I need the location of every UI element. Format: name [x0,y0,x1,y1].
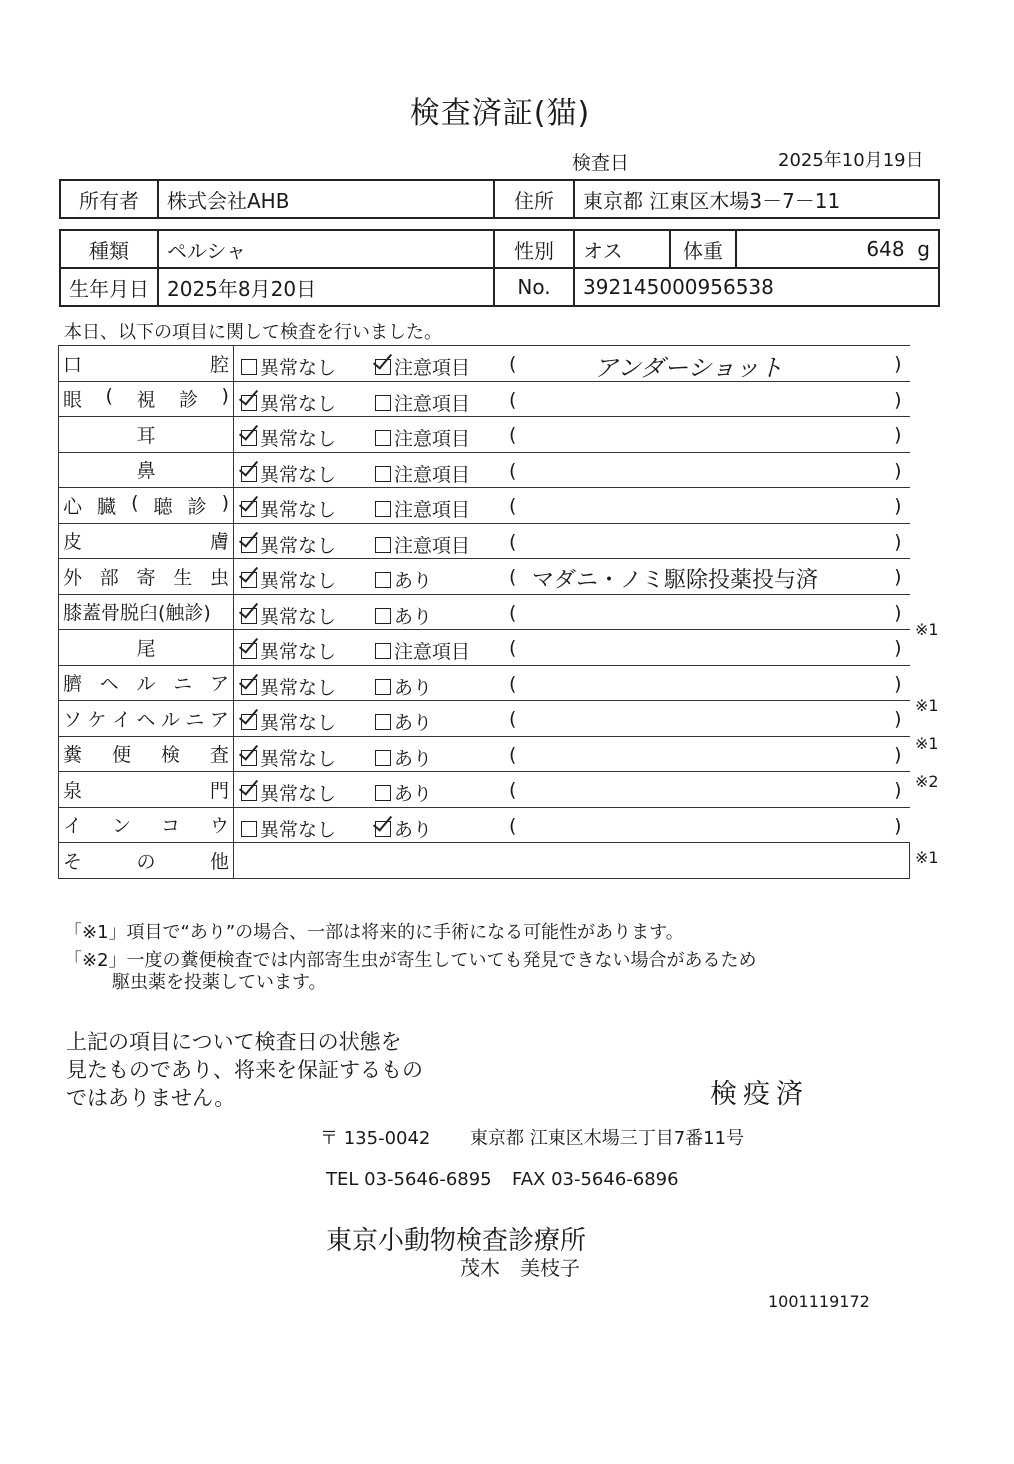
exam-item-char: 視 [136,389,156,412]
exam-item-char: 外 [63,566,83,589]
paren-left: ( [509,388,517,411]
exam-item-char: 診 [179,389,199,412]
paren-left: ( [509,743,517,766]
exam-item-char: ヘ [136,708,156,731]
exam-item-char: ( [105,385,113,408]
checkbox-normal[interactable] [241,395,257,411]
option-normal[interactable] [241,389,336,416]
option-normal-label: 異常なし [260,392,337,415]
exam-row [59,381,910,417]
inspected-stamp: 検疫済 [710,1079,809,1110]
exam-item-char: 寄 [136,566,156,589]
option-alt-label: 注意項目 [394,357,471,379]
paren-left: ( [509,637,517,659]
exam-row-options [234,807,910,843]
exam-row-options [234,523,910,559]
exam-item-char: ) [221,385,229,408]
exam-item-label [63,350,229,377]
option-normal-label: 異常なし [260,712,337,734]
birth-label: 生年月日 [60,268,158,306]
weight-value: 648 [866,237,905,261]
address-label: 住所 [494,180,574,218]
paren-right: ) [894,743,902,766]
intro-text: 本日、以下の項目に関して検査を行いました。 [64,322,442,343]
option-normal-label: 異常なし [260,499,337,521]
exam-item-label [63,776,229,803]
paren-left: ( [509,424,517,446]
exam-item-char: 生 [173,566,193,589]
paren-right: ) [894,672,902,695]
exam-item-char: 査 [209,744,229,767]
paren-left: ( [509,708,517,730]
exam-item-char: コ [160,815,180,838]
weight-cell [736,230,939,268]
exam-item-char: 口 [63,353,83,376]
clinic-tel: TEL 03-5646-6895 [326,1169,492,1190]
exam-row-options [234,417,910,453]
option-alt[interactable] [375,602,432,629]
owner-table [59,179,940,219]
exam-item-char: イ [63,815,83,838]
option-normal[interactable] [241,708,336,735]
checkbox-alt[interactable] [375,395,391,411]
option-alt-label: あり [394,783,433,805]
exam-row [59,559,910,595]
exam-item-name [59,452,234,488]
footnote-mark: ※2 [915,771,939,791]
pet-table [59,229,940,307]
exam-item-char: ソ [63,708,83,731]
other-notes-cell[interactable] [234,843,910,879]
exam-item-char: 泉 [63,779,83,802]
exam-item-char: 便 [111,744,131,767]
exam-item-char: ) [221,491,229,514]
paren-right: ) [894,637,902,659]
exam-row [59,594,910,630]
option-normal[interactable] [241,495,336,522]
footnote-2: 「※2」一度の糞便検査では内部寄生虫が寄生していても発見できない場合があるため [64,950,757,971]
exam-item-label [63,492,229,519]
paren-left: ( [509,459,517,482]
option-alt[interactable] [375,673,432,700]
paren-right: ) [894,495,902,517]
exam-row-options [234,665,910,701]
checkbox-normal[interactable] [241,714,257,730]
exam-item-char: 心 [63,495,83,518]
checkbox-normal[interactable] [241,501,257,517]
exam-row-options [234,488,910,524]
checkbox-alt[interactable] [375,714,391,730]
exam-row-options [234,346,910,382]
document-number: 1001119172 [768,1292,870,1311]
exam-item-char: 臍 [63,673,83,696]
checkbox-alt[interactable] [375,501,391,517]
paren-right: ) [894,459,902,482]
option-alt[interactable] [375,566,432,593]
exam-item-char: ル [160,708,180,731]
exam-table [58,345,910,879]
exam-row [59,452,910,488]
checkbox-alt[interactable] [375,359,391,375]
exam-item-char: ヘ [99,673,119,696]
paren-right: ) [894,353,902,375]
option-normal-label: 異常なし [260,747,337,770]
option-alt[interactable] [375,495,470,522]
exam-item-name [59,630,234,666]
exam-item-name [59,346,234,382]
checkbox-alt[interactable] [375,572,391,588]
exam-item-char: ン [111,815,131,838]
exam-row-options [234,594,910,630]
no-value: 392145000956538 [574,268,939,306]
exam-item-name [59,843,234,879]
exam-item-char: 眼 [63,389,83,412]
checkbox-normal[interactable] [241,750,257,766]
exam-item-char: 聴 [153,495,173,518]
option-alt-label: あり [394,676,433,699]
option-alt[interactable] [375,744,432,771]
exam-item-name [59,807,234,843]
exam-row [59,488,910,524]
weight-unit: g [917,237,930,261]
option-alt-label: あり [394,570,433,592]
exam-item-label [63,847,229,874]
exam-row-options [234,772,910,808]
exam-item-char: 門 [209,779,229,802]
option-normal-label: 異常なし [260,676,337,699]
footnote-mark: ※1 [915,734,939,753]
paren-right: ) [894,566,902,588]
option-alt-label: 注意項目 [394,392,471,415]
option-normal-label: 異常なし [260,534,337,557]
option-normal[interactable] [241,815,336,842]
sex-value: オス [574,230,670,268]
option-normal[interactable] [241,460,336,487]
paren-left: ( [509,495,517,517]
exam-date-value: 2025年10月19日 [778,150,924,171]
statement-line-3: ではありません。 [66,1086,236,1110]
option-normal-label: 異常なし [260,428,337,450]
paren-left: ( [509,601,517,624]
option-alt-label: 注意項目 [394,463,471,486]
exam-item-name [59,488,234,524]
exam-item-label [63,527,229,554]
exam-item-name [59,701,234,737]
breed-label: 種類 [60,230,158,268]
checkbox-alt[interactable] [375,608,391,624]
option-normal[interactable] [241,353,336,380]
exam-item-char: 診 [187,495,207,518]
checkbox-normal[interactable] [241,430,257,446]
exam-item-label [63,669,229,696]
exam-item-name [59,772,234,808]
exam-item-char: ケ [87,708,107,731]
exam-item-char: 膚 [209,531,229,554]
checkbox-normal[interactable] [241,608,257,624]
checkbox-alt[interactable] [375,537,391,553]
exam-item-char: ア [209,708,229,731]
exam-row [59,772,910,808]
owner-value: 株式会社AHB [158,180,494,218]
checkbox-normal[interactable] [241,679,257,695]
option-normal-label: 異常なし [260,818,337,841]
checkbox-normal[interactable] [241,537,257,553]
option-normal[interactable] [241,673,336,700]
option-normal-label: 異常なし [260,605,337,628]
exam-row-options [234,452,910,488]
exam-note: マダニ・ノミ駆除投薬投与済 [532,568,819,593]
paren-left: ( [509,353,517,375]
footnote-mark: ※1 [915,696,939,716]
checkbox-alt[interactable] [375,466,391,482]
exam-item-char: 皮 [63,531,83,554]
paren-left: ( [509,814,517,837]
option-alt[interactable] [375,389,470,416]
paren-right: ) [894,530,902,553]
checkbox-alt[interactable] [375,750,391,766]
exam-item-name [59,665,234,701]
exam-item-char: 糞 [63,744,83,767]
option-alt[interactable] [375,531,470,558]
option-normal-label: 異常なし [260,783,337,805]
footnote-mark: ※1 [915,620,939,640]
exam-item-char: の [136,850,156,873]
exam-row-other [59,843,910,879]
exam-item-name [59,417,234,453]
no-label: No. [494,268,574,306]
checkbox-normal[interactable] [241,643,257,659]
checkbox-normal[interactable] [241,785,257,801]
paren-right: ) [894,388,902,411]
option-normal-label: 異常なし [260,641,337,663]
exam-item-label [63,385,229,412]
checkbox-alt[interactable] [375,821,391,837]
weight-label: 体重 [670,230,736,268]
exam-item-label [63,563,229,590]
option-normal[interactable] [241,779,336,806]
checkbox-alt[interactable] [375,679,391,695]
option-alt[interactable] [375,637,470,664]
exam-item-label [63,811,229,838]
option-alt-label: あり [394,818,433,841]
clinic-name: 東京小動物検査診療所 [326,1226,587,1256]
statement-line-1: 上記の項目について検査日の状態を [66,1030,402,1054]
option-normal-label: 異常なし [260,570,337,592]
option-alt-label: あり [394,712,433,734]
option-normal[interactable] [241,744,336,771]
paren-right: ) [894,708,902,730]
option-normal-label: 異常なし [260,357,337,379]
paren-left: ( [509,530,517,553]
exam-row [59,346,910,382]
paren-left: ( [509,672,517,695]
paren-right: ) [894,814,902,837]
exam-row [59,807,910,843]
option-normal-label: 異常なし [260,463,337,486]
exam-row [59,523,910,559]
address-value: 東京都 江東区木場3－7－11 [574,180,939,218]
option-normal[interactable] [241,531,336,558]
footnote-2b: 駆虫薬を投薬しています。 [112,972,327,993]
exam-item-label [63,456,229,483]
owner-label: 所有者 [60,180,158,218]
footnote-mark: ※1 [915,847,939,867]
exam-item-char: 膝蓋骨脱臼(触診) [63,602,211,625]
option-alt-label: 注意項目 [394,534,471,557]
exam-item-char: ニ [185,708,205,731]
exam-row-options [234,630,910,666]
exam-item-label [63,705,229,732]
paren-right: ) [894,779,902,801]
footnote-1: 「※1」項目で“あり”の場合、一部は将来的に手術になる可能性があります。 [64,922,684,943]
exam-item-char: ル [136,673,156,696]
clinic-person: 茂木 美枝子 [460,1256,580,1280]
exam-row-options [234,559,910,595]
option-normal[interactable] [241,637,336,664]
exam-note: アンダーショット [594,354,784,382]
exam-item-char: 尾 [136,637,156,660]
option-alt[interactable] [375,353,470,380]
exam-row [59,417,910,453]
option-alt-label: 注意項目 [394,641,471,663]
exam-item-char: ア [209,673,229,696]
option-normal[interactable] [241,424,336,451]
sex-label: 性別 [494,230,574,268]
option-alt[interactable] [375,424,470,451]
exam-item-char: ウ [209,815,229,838]
exam-row [59,736,910,772]
checkbox-normal[interactable] [241,359,257,375]
option-alt-label: あり [394,747,433,770]
statement-line-2: 見たものであり、将来を保証するもの [66,1058,423,1082]
paren-left: ( [509,566,517,588]
option-alt-label: 注意項目 [394,428,471,450]
exam-row [59,665,910,701]
breed-value: ペルシャ [158,230,494,268]
exam-item-label [63,421,229,448]
option-alt[interactable] [375,815,432,842]
birth-value: 2025年8月20日 [158,268,494,306]
checkbox-alt[interactable] [375,785,391,801]
checkbox-normal[interactable] [241,572,257,588]
exam-row-options [234,381,910,417]
exam-item-label [63,634,229,661]
option-alt[interactable] [375,460,470,487]
exam-item-char: 耳 [136,424,156,447]
option-alt-label: 注意項目 [394,499,471,521]
exam-item-char: 部 [99,566,119,589]
option-alt-label: あり [394,605,433,628]
paren-right: ) [894,424,902,446]
exam-item-name [59,736,234,772]
option-alt[interactable] [375,708,432,735]
checkbox-normal[interactable] [241,466,257,482]
exam-item-label [63,740,229,767]
exam-item-name [59,594,234,630]
exam-row [59,701,910,737]
exam-item-char: 虫 [209,566,229,589]
exam-item-char: そ [63,850,83,873]
checkbox-alt[interactable] [375,430,391,446]
exam-item-char: 検 [160,744,180,767]
exam-item-name [59,559,234,595]
checkbox-alt[interactable] [375,643,391,659]
clinic-fax: FAX 03-5646-6896 [512,1169,679,1190]
paren-right: ) [894,601,902,624]
exam-row [59,630,910,666]
exam-item-label [63,598,229,625]
exam-row-options [234,736,910,772]
exam-row-options [234,701,910,737]
option-alt[interactable] [375,779,432,806]
postal-code: 〒 135-0042 [320,1128,431,1149]
exam-item-char: 鼻 [136,460,156,483]
exam-item-name [59,523,234,559]
option-normal[interactable] [241,602,336,629]
option-normal[interactable] [241,566,336,593]
paren-left: ( [509,779,517,801]
checkbox-normal[interactable] [241,821,257,837]
exam-item-char: ニ [173,673,193,696]
exam-item-char: 他 [209,850,229,873]
certificate-title: 検査済証(猫) [409,96,591,131]
exam-item-char: イ [111,708,131,731]
exam-item-name [59,381,234,417]
exam-item-char: 腔 [209,353,229,376]
clinic-address: 東京都 江東区木場三丁目7番11号 [470,1128,745,1149]
exam-date-label: 検査日 [572,152,630,174]
exam-item-char: ( [131,491,139,514]
exam-item-char: 臓 [97,495,117,518]
